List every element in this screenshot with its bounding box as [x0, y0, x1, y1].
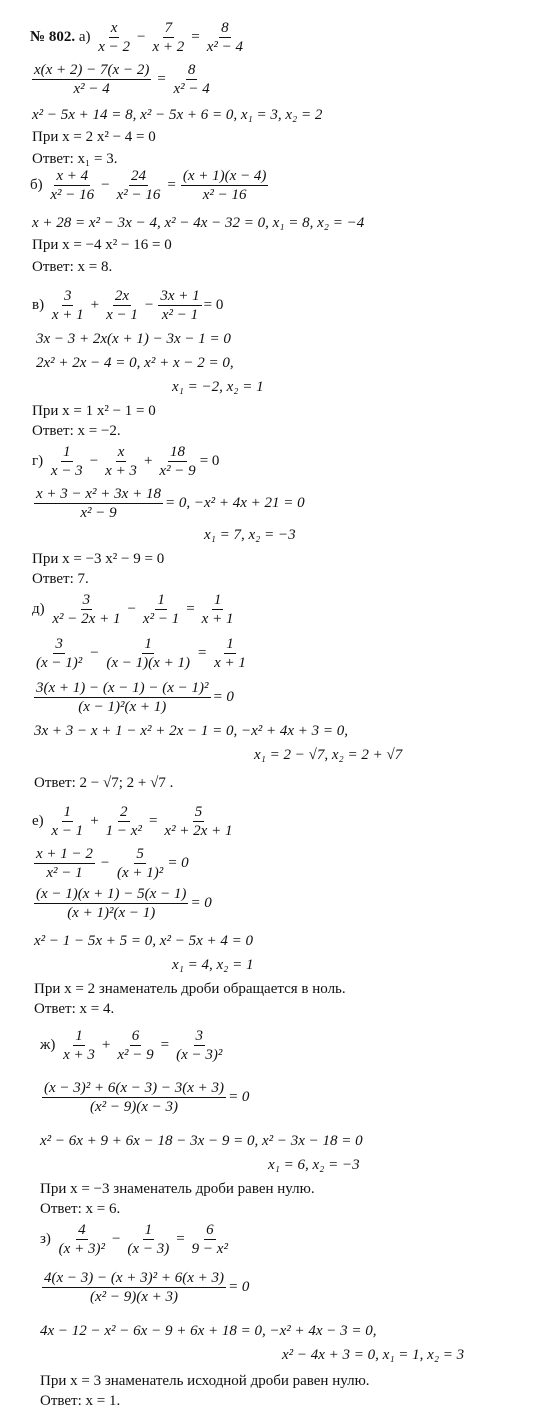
- answer-line: Ответ: x = 1.: [40, 1393, 121, 1409]
- part-zh-equation: ж) $\frac{1}{x + 3}$ + $\frac{6}{\text{x² − 9}}$ = $\frac{3}{\text{(x − 3)²}}$: [40, 1028, 223, 1063]
- fraction: $\frac{2}{\text{1 − x²}}$: [105, 804, 142, 839]
- solution-line: 3x − 3 + 2x(x + 1) − 3x − 1 = 0: [36, 331, 231, 347]
- part-b-equation: б) $\frac{x + 4}{\text{x² − 16}}$ − $\frac{24}{\text{x² − 16}}$ = $\frac{(x + 1)(x - 4)}{\text{x² − 16}}$: [30, 168, 267, 203]
- fraction: $\frac{x}{x + 3}$: [105, 444, 137, 479]
- check-line: При x = 3 знаменатель исходной дроби равен нулю.: [40, 1373, 370, 1389]
- part-v-equation: в) $\frac{3}{x + 1}$ + $\frac{2x}{x - 1}$ − $\frac{3x + 1}{\text{x² − 1}}$ = 0: [32, 288, 224, 323]
- part-label: ж): [40, 1036, 56, 1053]
- answer-line: Ответ: x₁ = 3.: [32, 151, 118, 167]
- part-label: г): [32, 452, 44, 469]
- fraction: $\frac{18}{\text{x² − 9}}$: [159, 444, 196, 479]
- fraction: $\frac{1}{x - 1}$: [51, 804, 84, 839]
- fraction: $\frac{6}{\text{9 − x²}}$: [191, 1222, 228, 1257]
- fraction: $\frac{1}{x + 3}$: [63, 1028, 95, 1063]
- check-line: При x = −4 x² − 16 = 0: [32, 237, 172, 253]
- solution-line: 3x + 3 − x + 1 − x² + 2x − 1 = 0, −x² + 4x + 3 = 0,: [34, 723, 349, 739]
- fraction: $\frac{1}{\text{x² − 1}}$: [142, 592, 180, 627]
- fraction: $\frac{x}{x - 2}$: [98, 20, 131, 55]
- fraction: $\frac{1}{x - 3}$: [50, 444, 83, 479]
- fraction: $\frac{(x + 1)(x - 4)}{\text{x² − 16}}$: [182, 168, 267, 203]
- roots-line: x₁ = 2 − √7, x₂ = 2 + √7: [254, 747, 403, 763]
- check-line: При x = −3 x² − 9 = 0: [32, 551, 165, 567]
- fraction: $\frac{8}{\text{x² − 4}}$: [206, 20, 244, 55]
- fraction: $\frac{3}{\text{x² − 2x + 1}}$: [52, 592, 121, 627]
- part-d-step: $\frac{\text{3(x + 1) − (x − 1) − (x − 1)²}}{\text{(x − 1)²(x + 1)}}$ = 0: [36, 680, 234, 715]
- fraction: $\frac{(x - 1)(x + 1) - 5(x - 1)}{\text{(x + 1)²(x − 1)}}$: [36, 886, 187, 921]
- fraction: $\frac{3}{\text{(x − 1)²}}$: [36, 636, 83, 671]
- part-label: б): [30, 176, 43, 193]
- fraction: $\frac{3}{\text{(x − 3)²}}$: [176, 1028, 223, 1063]
- part-z-equation: з) $\frac{4}{\text{(x + 3)²}}$ − $\frac{1}{(x - 3)}$ = $\frac{6}{\text{9 − x²}}$: [40, 1222, 228, 1257]
- part-a-equation: № 802. а) $\frac{x}{x - 2}$ − $\frac{7}{x + 2}$ = $\frac{8}{\text{x² − 4}}$: [30, 20, 244, 55]
- part-a-step: $\frac{x(x + 2) - 7(x - 2)}{\text{x² − 4}}$ = $\frac{8}{\text{x² − 4}}$: [34, 62, 210, 97]
- roots-line: x₁ = −2, x₂ = 1: [172, 379, 264, 395]
- part-e-step: $\frac{(x - 1)(x + 1) - 5(x - 1)}{\text{(x + 1)²(x − 1)}}$ = 0: [36, 886, 212, 921]
- fraction: $\frac{5}{\text{(x + 1)²}}$: [117, 846, 164, 881]
- answer-line: Ответ: x = −2.: [32, 423, 121, 439]
- fraction: $\frac{3}{x + 1}$: [51, 288, 84, 323]
- fraction: $\frac{4}{\text{(x + 3)²}}$: [58, 1222, 105, 1257]
- part-d-equation: д) $\frac{3}{\text{x² − 2x + 1}}$ − $\frac{1}{\text{x² − 1}}$ = $\frac{1}{x + 1}$: [32, 592, 234, 627]
- part-z-step: $\frac{\text{4(x − 3) − (x + 3)² + 6(x + 3)}}{\text{(x² − 9)(x + 3)}}$ = 0: [44, 1270, 250, 1305]
- check-line: При x = 2 знаменатель дроби обращается в ноль.: [34, 981, 346, 997]
- part-label: в): [32, 296, 45, 313]
- part-zh-step: $\frac{\text{(x − 3)² + 6(x − 3) − 3(x + 3)}}{\text{(x² − 9)(x − 3)}}$ = 0: [44, 1080, 250, 1115]
- fraction: $\frac{5}{\text{x² + 2x + 1}}$: [164, 804, 233, 839]
- part-g-equation: г) $\frac{1}{x - 3}$ − $\frac{x}{x + 3}$ + $\frac{18}{\text{x² − 9}}$ = 0: [32, 444, 220, 479]
- answer-line: Ответ: x = 6.: [40, 1201, 121, 1217]
- fraction: $\frac{\text{x + 3 − x² + 3x + 18}}{\text{x² − 9}}$: [36, 486, 161, 521]
- solution-line: 4x − 12 − x² − 6x − 9 + 6x + 18 = 0, −x² + 4x − 3 = 0,: [40, 1323, 377, 1339]
- fraction: $\frac{\text{3(x + 1) − (x − 1) − (x − 1)²}}{\text{(x − 1)²(x + 1)}}$: [36, 680, 209, 715]
- fraction: $\frac{3x + 1}{\text{x² − 1}}$: [160, 288, 200, 323]
- answer-line: Ответ: 2 − √7; 2 + √7 .: [34, 775, 174, 791]
- check-line: При x = −3 знаменатель дроби равен нулю.: [40, 1181, 315, 1197]
- part-g-step: $\frac{\text{x + 3 − x² + 3x + 18}}{\text{x² − 9}}$ = 0, −x² + 4x + 21 = 0: [36, 486, 305, 521]
- fraction: $\frac{1}{x + 1}$: [201, 592, 234, 627]
- part-d-step: $\frac{3}{\text{(x − 1)²}}$ − $\frac{1}{(x - 1)(x + 1)}$ = $\frac{1}{x + 1}$: [36, 636, 246, 671]
- problem-number: № 802.: [30, 28, 76, 45]
- fraction: $\frac{24}{\text{x² − 16}}$: [116, 168, 161, 203]
- solution-line: 2x² + 2x − 4 = 0, x² + x − 2 = 0,: [36, 355, 234, 371]
- fraction: $\frac{1}{(x - 3)}$: [127, 1222, 170, 1257]
- check-line: При x = 2 x² − 4 = 0: [32, 129, 156, 145]
- check-line: При x = 1 x² − 1 = 0: [32, 403, 156, 419]
- fraction: $\frac{x + 4}{\text{x² − 16}}$: [50, 168, 95, 203]
- fraction: $\frac{x(x + 2) - 7(x - 2)}{\text{x² − 4}}$: [34, 62, 150, 97]
- part-label: е): [32, 812, 44, 829]
- answer-line: Ответ: 7.: [32, 571, 89, 587]
- part-e-step: $\frac{x + 1 - 2}{\text{x² − 1}}$ − $\frac{5}{\text{(x + 1)²}}$ = 0: [36, 846, 189, 881]
- answer-line: Ответ: x = 8.: [32, 259, 113, 275]
- solution-line: x² − 1 − 5x + 5 = 0, x² − 5x + 4 = 0: [34, 933, 253, 949]
- roots-line: x₁ = 6, x₂ = −3: [268, 1157, 360, 1173]
- fraction: $\frac{1}{(x - 1)(x + 1)}$: [106, 636, 190, 671]
- roots-line: x₁ = 7, x₂ = −3: [204, 527, 296, 543]
- roots-line: x₁ = 4, x₂ = 1: [172, 957, 254, 973]
- solution-line: x² − 6x + 9 + 6x − 18 − 3x − 9 = 0, x² − 3x − 18 = 0: [40, 1133, 363, 1149]
- fraction: $\frac{6}{\text{x² − 9}}$: [117, 1028, 154, 1063]
- solution-line: x + 28 = x² − 3x − 4, x² − 4x − 32 = 0, x₁ = 8, x₂ = −4: [32, 215, 365, 231]
- answer-line: Ответ: x = 4.: [34, 1001, 115, 1017]
- part-label: а): [78, 28, 91, 45]
- part-label: д): [32, 600, 45, 617]
- solution-line: x² − 5x + 14 = 8, x² − 5x + 6 = 0, x₁ = 3, x₂ = 2: [32, 107, 323, 123]
- roots-line: x² − 4x + 3 = 0, x₁ = 1, x₂ = 3: [282, 1347, 465, 1363]
- part-e-equation: е) $\frac{1}{x - 1}$ + $\frac{2}{\text{1 − x²}}$ = $\frac{5}{\text{x² + 2x + 1}}$: [32, 804, 233, 839]
- part-label: з): [40, 1230, 51, 1247]
- fraction: $\frac{1}{x + 1}$: [214, 636, 246, 671]
- fraction: $\frac{2x}{x - 1}$: [106, 288, 138, 323]
- fraction: $\frac{7}{x + 2}$: [152, 20, 185, 55]
- fraction: $\frac{8}{\text{x² − 4}}$: [173, 62, 210, 97]
- fraction: $\frac{\text{(x − 3)² + 6(x − 3) − 3(x + 3)}}{\text{(x² − 9)(x − 3)}}$: [44, 1080, 225, 1115]
- fraction: $\frac{\text{4(x − 3) − (x + 3)² + 6(x + 3)}}{\text{(x² − 9)(x + 3)}}$: [44, 1270, 225, 1305]
- fraction: $\frac{x + 1 - 2}{\text{x² − 1}}$: [36, 846, 93, 881]
